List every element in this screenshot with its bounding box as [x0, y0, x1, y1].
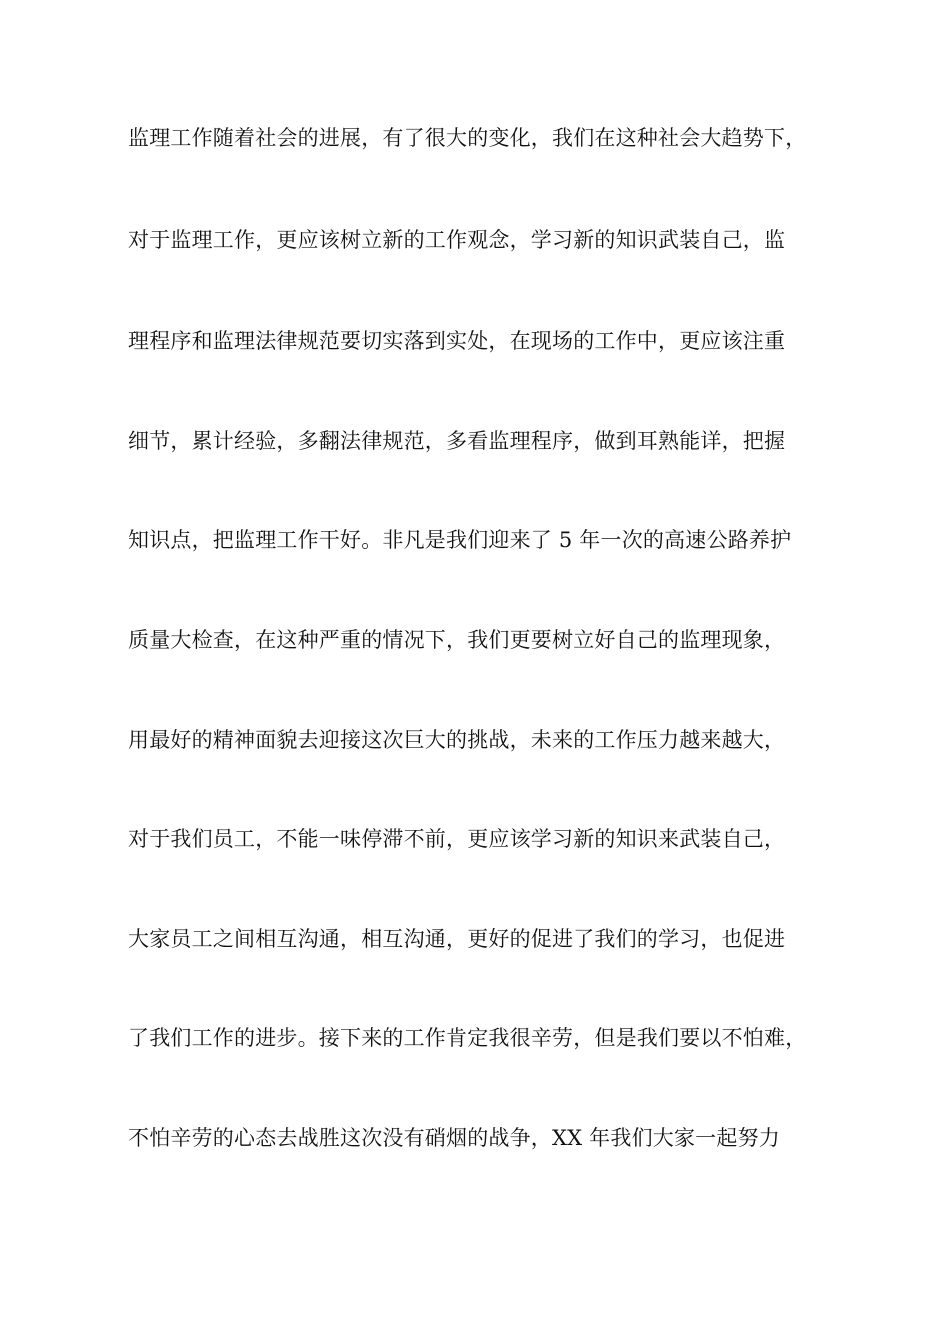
body-text-line: 用最好的精神面貌去迎接这次巨大的挑战，未来的工作压力越来越大， — [128, 728, 786, 752]
body-text-line: 大家员工之间相互沟通，相互沟通，更好的促进了我们的学习，也促进 — [128, 927, 786, 951]
body-text-line: 细节，累计经验，多翻法律规范，多看监理程序，做到耳熟能详，把握 — [128, 429, 786, 453]
body-text-line: 对于我们员工，不能一味停滞不前，更应该学习新的知识来武装自己， — [128, 827, 786, 851]
body-text-line: 了我们工作的进步。接下来的工作肯定我很辛劳，但是我们要以不怕难， — [128, 1026, 807, 1050]
body-text-line: 对于监理工作，更应该树立新的工作观念，学习新的知识武装自己，监 — [128, 228, 786, 252]
body-text-line: 不怕辛劳的心态去战胜这次没有硝烟的战争，XX 年我们大家一起努力 — [128, 1126, 780, 1150]
body-text-line: 监理工作随着社会的进展，有了很大的变化，我们在这种社会大趋势下， — [128, 126, 807, 150]
body-text-line: 理程序和监理法律规范要切实落到实处，在现场的工作中，更应该注重 — [128, 329, 786, 353]
body-text-line: 知识点，把监理工作干好。非凡是我们迎来了 5 年一次的高速公路养护 — [128, 528, 792, 552]
body-text-line: 质量大检查，在这种严重的情况下，我们更要树立好自己的监理现象， — [128, 628, 786, 652]
